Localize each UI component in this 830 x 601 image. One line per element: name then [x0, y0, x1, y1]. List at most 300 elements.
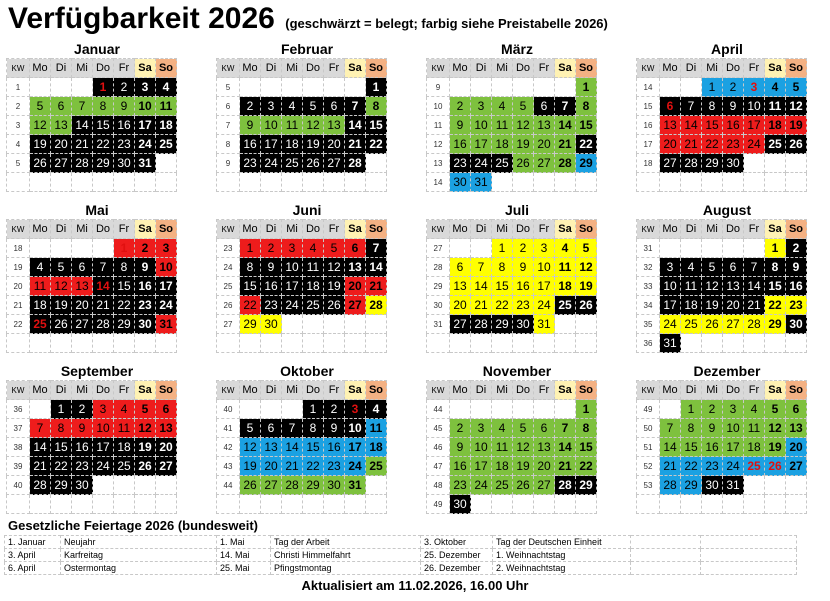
day-cell: 20: [660, 135, 681, 154]
empty-cell: [72, 239, 93, 258]
empty-cell: [765, 334, 786, 353]
day-cell: 5: [576, 239, 597, 258]
day-cell: 22: [576, 457, 597, 476]
empty-cell: [345, 173, 366, 192]
day-cell: 22: [51, 457, 72, 476]
week-number: 36: [7, 400, 30, 419]
day-cell: 15: [114, 277, 135, 296]
holiday-section: [4, 517, 804, 575]
empty-cell: [492, 173, 513, 192]
day-cell: 26: [513, 154, 534, 173]
empty-cell: [744, 334, 765, 353]
weekday-header: Sa: [345, 59, 366, 78]
holiday-table: [4, 535, 797, 575]
empty-cell: [114, 173, 135, 192]
day-cell: 18: [681, 296, 702, 315]
empty-cell: [513, 400, 534, 419]
day-cell: 7: [471, 258, 492, 277]
day-cell: 12: [513, 438, 534, 457]
week-row: [427, 400, 597, 419]
empty-cell: [30, 334, 51, 353]
day-cell: 16: [450, 135, 471, 154]
week-row: [217, 315, 387, 334]
empty-cell: [30, 173, 51, 192]
week-row: [637, 116, 807, 135]
weekday-header: Do: [303, 59, 324, 78]
day-cell: 16: [114, 116, 135, 135]
day-cell: 10: [534, 258, 555, 277]
week-row: [217, 173, 387, 192]
day-cell: 22: [240, 296, 261, 315]
week-number: 52: [637, 457, 660, 476]
day-cell: 23: [723, 135, 744, 154]
day-cell: 8: [702, 97, 723, 116]
day-cell: 11: [744, 419, 765, 438]
title-text: Verfügbarkeit 2026: [8, 2, 275, 35]
empty-cell: [30, 495, 51, 514]
day-cell: 9: [261, 258, 282, 277]
day-cell: 2: [72, 400, 93, 419]
week-number: 35: [637, 315, 660, 334]
day-cell: 13: [723, 277, 744, 296]
day-cell: 6: [723, 258, 744, 277]
day-cell: 13: [786, 419, 807, 438]
weekday-header: So: [576, 220, 597, 239]
day-cell: 13: [345, 258, 366, 277]
week-row: [637, 495, 807, 514]
day-cell: 20: [786, 438, 807, 457]
day-cell: 30: [723, 154, 744, 173]
weekday-header: Fr: [744, 381, 765, 400]
holiday-date: 6. April: [5, 562, 61, 575]
day-cell: 5: [240, 419, 261, 438]
week-row: [217, 419, 387, 438]
weekday-header: Fr: [534, 59, 555, 78]
day-cell: 21: [555, 457, 576, 476]
week-row: [637, 438, 807, 457]
day-cell: 19: [513, 457, 534, 476]
day-cell: 23: [324, 457, 345, 476]
day-cell: 21: [345, 135, 366, 154]
day-cell: 11: [156, 97, 177, 116]
week-number: 38: [7, 438, 30, 457]
empty-cell: [701, 536, 797, 549]
week-number: 10: [427, 97, 450, 116]
weekday-header: So: [156, 381, 177, 400]
empty-cell: [534, 334, 555, 353]
empty-cell: [324, 495, 345, 514]
empty-cell: [744, 154, 765, 173]
weekday-header: Di: [471, 220, 492, 239]
day-cell: 9: [786, 258, 807, 277]
weekday-header: Do: [93, 381, 114, 400]
empty-cell: [681, 334, 702, 353]
day-cell: 16: [786, 277, 807, 296]
day-cell: 11: [555, 258, 576, 277]
month-table: [216, 58, 387, 192]
week-number: 18: [7, 239, 30, 258]
day-cell: 23: [114, 135, 135, 154]
day-cell: 29: [576, 476, 597, 495]
day-cell: 9: [114, 97, 135, 116]
month-name: Oktober: [280, 363, 334, 379]
month-table: [636, 219, 807, 353]
day-cell: 20: [156, 438, 177, 457]
holiday-name: Karfreitag: [61, 549, 217, 562]
empty-cell: [72, 334, 93, 353]
week-row: [427, 258, 597, 277]
day-cell: 8: [492, 258, 513, 277]
day-cell: 2: [450, 419, 471, 438]
day-cell: 5: [513, 97, 534, 116]
empty-cell: [51, 239, 72, 258]
day-cell: 30: [114, 154, 135, 173]
day-cell: 30: [702, 476, 723, 495]
weekday-header: Do: [513, 220, 534, 239]
day-cell: 27: [345, 296, 366, 315]
month-table: [216, 380, 387, 514]
day-cell: 16: [324, 438, 345, 457]
week-number: 14: [637, 78, 660, 97]
weekday-header: Sa: [135, 381, 156, 400]
weekday-header: Fr: [744, 59, 765, 78]
day-cell: 30: [450, 495, 471, 514]
day-cell: 21: [366, 277, 387, 296]
day-cell: 6: [324, 97, 345, 116]
day-cell: 15: [366, 116, 387, 135]
day-cell: 13: [450, 277, 471, 296]
day-cell: 12: [765, 419, 786, 438]
empty-cell: [135, 495, 156, 514]
day-cell: 29: [240, 315, 261, 334]
day-cell: 17: [660, 296, 681, 315]
week-row: [7, 334, 177, 353]
empty-cell: [240, 400, 261, 419]
day-cell: 31: [345, 476, 366, 495]
day-cell: 1: [492, 239, 513, 258]
day-cell: 10: [345, 419, 366, 438]
day-cell: 18: [492, 457, 513, 476]
holiday-name: Christi Himmelfahrt: [271, 549, 421, 562]
empty-cell: [282, 495, 303, 514]
weekday-header: Sa: [135, 59, 156, 78]
empty-cell: [135, 334, 156, 353]
day-cell: 3: [93, 400, 114, 419]
day-cell: 1: [93, 78, 114, 97]
day-cell: 28: [366, 296, 387, 315]
day-cell: 31: [723, 476, 744, 495]
empty-cell: [534, 78, 555, 97]
week-row: [427, 78, 597, 97]
day-cell: 29: [765, 315, 786, 334]
week-number: 39: [7, 457, 30, 476]
day-cell: 17: [135, 116, 156, 135]
week-number: 12: [427, 135, 450, 154]
week-row: [427, 97, 597, 116]
week-row: [217, 277, 387, 296]
day-cell: 25: [30, 315, 51, 334]
empty-cell: [51, 334, 72, 353]
month-name: Mai: [85, 202, 109, 218]
empty-cell: [660, 173, 681, 192]
day-cell: 29: [51, 476, 72, 495]
month-calendar: [6, 40, 188, 192]
holiday-row: [5, 549, 797, 562]
day-cell: 4: [282, 97, 303, 116]
weekday-header: Mi: [492, 59, 513, 78]
empty-cell: [471, 495, 492, 514]
day-cell: 13: [534, 116, 555, 135]
week-number: 29: [427, 277, 450, 296]
day-cell: 2: [723, 78, 744, 97]
day-cell: 21: [744, 296, 765, 315]
day-cell: 22: [702, 135, 723, 154]
empty-cell: [765, 173, 786, 192]
empty-cell: [156, 476, 177, 495]
empty-cell: [450, 239, 471, 258]
empty-cell: [72, 173, 93, 192]
day-cell: 19: [765, 438, 786, 457]
empty-cell: [450, 78, 471, 97]
week-number: 31: [427, 315, 450, 334]
day-cell: 9: [723, 97, 744, 116]
day-cell: 17: [723, 438, 744, 457]
day-cell: 4: [114, 400, 135, 419]
empty-cell: [366, 315, 387, 334]
day-cell: 21: [555, 135, 576, 154]
day-cell: 2: [114, 78, 135, 97]
holiday-date: 14. Mai: [217, 549, 271, 562]
day-cell: 8: [93, 97, 114, 116]
title-legend: (geschwärzt = belegt; farbig siehe Preistabelle 2026): [285, 16, 608, 31]
empty-cell: [345, 78, 366, 97]
empty-cell: [282, 400, 303, 419]
day-cell: 5: [702, 258, 723, 277]
empty-cell: [324, 173, 345, 192]
day-cell: 28: [660, 476, 681, 495]
empty-cell: [534, 173, 555, 192]
week-row: [217, 154, 387, 173]
day-cell: 27: [324, 154, 345, 173]
day-cell: 25: [156, 135, 177, 154]
day-cell: 5: [51, 258, 72, 277]
week-row: [427, 334, 597, 353]
day-cell: 31: [471, 173, 492, 192]
day-cell: 25: [303, 296, 324, 315]
day-cell: 9: [450, 438, 471, 457]
weekday-header: Mi: [702, 220, 723, 239]
day-cell: 3: [156, 239, 177, 258]
day-cell: 19: [240, 457, 261, 476]
day-cell: 9: [135, 258, 156, 277]
weekday-header: KW: [427, 59, 450, 78]
weekday-header: KW: [217, 381, 240, 400]
day-cell: 28: [471, 315, 492, 334]
week-number: 19: [7, 258, 30, 277]
day-cell: 26: [51, 315, 72, 334]
day-cell: 14: [681, 116, 702, 135]
week-number: 11: [427, 116, 450, 135]
day-cell: 31: [534, 315, 555, 334]
weekday-header: So: [156, 59, 177, 78]
day-cell: 15: [576, 438, 597, 457]
holiday-date: 1. Mai: [217, 536, 271, 549]
empty-cell: [345, 495, 366, 514]
week-row: [637, 334, 807, 353]
day-cell: 12: [135, 419, 156, 438]
day-cell: 2: [450, 97, 471, 116]
holiday-title: Gesetzliche Feiertage 2026 (bundesweit): [8, 518, 258, 533]
day-cell: 7: [366, 239, 387, 258]
week-row: [217, 334, 387, 353]
weekday-header: Di: [261, 220, 282, 239]
day-cell: 28: [681, 154, 702, 173]
day-cell: 30: [513, 315, 534, 334]
empty-cell: [723, 334, 744, 353]
day-cell: 22: [681, 457, 702, 476]
week-number: 44: [217, 476, 240, 495]
month-calendar: [216, 362, 398, 514]
day-cell: 29: [303, 476, 324, 495]
day-cell: 24: [471, 476, 492, 495]
empty-cell: [702, 239, 723, 258]
day-cell: 10: [282, 258, 303, 277]
week-number: 14: [427, 173, 450, 192]
weekday-header: Sa: [135, 220, 156, 239]
day-cell: 19: [513, 135, 534, 154]
day-cell: 17: [471, 135, 492, 154]
week-row: [427, 296, 597, 315]
week-number: 28: [427, 258, 450, 277]
day-cell: 6: [660, 97, 681, 116]
day-cell: 15: [492, 277, 513, 296]
day-cell: 8: [114, 258, 135, 277]
day-cell: 13: [534, 438, 555, 457]
day-cell: 4: [492, 419, 513, 438]
week-row: [427, 315, 597, 334]
weekday-header: Fr: [114, 59, 135, 78]
day-cell: 7: [555, 97, 576, 116]
empty-cell: [114, 334, 135, 353]
weekday-header: Sa: [765, 220, 786, 239]
day-cell: 7: [744, 258, 765, 277]
empty-cell: [681, 173, 702, 192]
day-cell: 28: [93, 315, 114, 334]
day-cell: 16: [450, 457, 471, 476]
day-cell: 4: [156, 78, 177, 97]
weekday-header: Sa: [555, 220, 576, 239]
day-cell: 22: [114, 296, 135, 315]
empty-cell: [786, 334, 807, 353]
day-cell: 10: [744, 97, 765, 116]
day-cell: 1: [240, 239, 261, 258]
day-cell: 25: [744, 457, 765, 476]
day-cell: 10: [261, 116, 282, 135]
day-cell: 6: [156, 400, 177, 419]
day-cell: 31: [156, 315, 177, 334]
week-row: [637, 239, 807, 258]
week-number: 22: [7, 315, 30, 334]
empty-cell: [555, 334, 576, 353]
day-cell: 11: [30, 277, 51, 296]
day-cell: 21: [30, 457, 51, 476]
empty-cell: [303, 334, 324, 353]
day-cell: 17: [744, 116, 765, 135]
day-cell: 3: [345, 400, 366, 419]
week-number: 46: [427, 438, 450, 457]
weekday-header: So: [366, 220, 387, 239]
month-table: [6, 58, 177, 192]
day-cell: 16: [135, 277, 156, 296]
day-cell: 1: [366, 78, 387, 97]
empty-cell: [303, 78, 324, 97]
week-row: [217, 97, 387, 116]
day-cell: 6: [51, 97, 72, 116]
weekday-header: Mi: [282, 381, 303, 400]
empty-cell: [702, 334, 723, 353]
empty-cell: [93, 495, 114, 514]
empty-cell: [30, 400, 51, 419]
weekday-header: Sa: [555, 59, 576, 78]
empty-cell: [660, 78, 681, 97]
month-calendar: [6, 201, 188, 353]
page-title: [8, 2, 608, 38]
day-cell: 15: [681, 438, 702, 457]
week-number: 32: [637, 258, 660, 277]
day-cell: 10: [723, 419, 744, 438]
day-cell: 13: [51, 116, 72, 135]
month-table: [426, 58, 597, 192]
empty-cell: [660, 239, 681, 258]
weekday-header: Di: [471, 381, 492, 400]
weekday-header: Fr: [534, 381, 555, 400]
day-cell: 31: [660, 334, 681, 353]
day-cell: 26: [765, 457, 786, 476]
month-name: Februar: [280, 41, 334, 57]
weekday-header: Sa: [765, 381, 786, 400]
month-calendar: [6, 362, 188, 514]
day-cell: 11: [282, 116, 303, 135]
empty-cell: [303, 173, 324, 192]
day-cell: 1: [576, 400, 597, 419]
day-cell: 1: [51, 400, 72, 419]
day-cell: 3: [282, 239, 303, 258]
day-cell: 9: [72, 419, 93, 438]
day-cell: 23: [450, 476, 471, 495]
empty-cell: [471, 400, 492, 419]
holiday-name: 2. Weihnachtstag: [493, 562, 631, 575]
day-cell: 13: [324, 116, 345, 135]
day-cell: 24: [135, 135, 156, 154]
day-cell: 6: [261, 419, 282, 438]
day-cell: 27: [261, 476, 282, 495]
day-cell: 18: [492, 135, 513, 154]
week-row: [637, 154, 807, 173]
day-cell: 27: [534, 476, 555, 495]
empty-cell: [282, 78, 303, 97]
day-cell: 30: [135, 315, 156, 334]
day-cell: 16: [723, 116, 744, 135]
day-cell: 24: [534, 296, 555, 315]
day-cell: 22: [303, 457, 324, 476]
day-cell: 26: [576, 296, 597, 315]
weekday-header: Mo: [450, 381, 471, 400]
weekday-header: So: [576, 381, 597, 400]
holiday-date: 25. Dezember: [421, 549, 493, 562]
day-cell: 20: [723, 296, 744, 315]
day-cell: 12: [786, 97, 807, 116]
empty-cell: [240, 495, 261, 514]
